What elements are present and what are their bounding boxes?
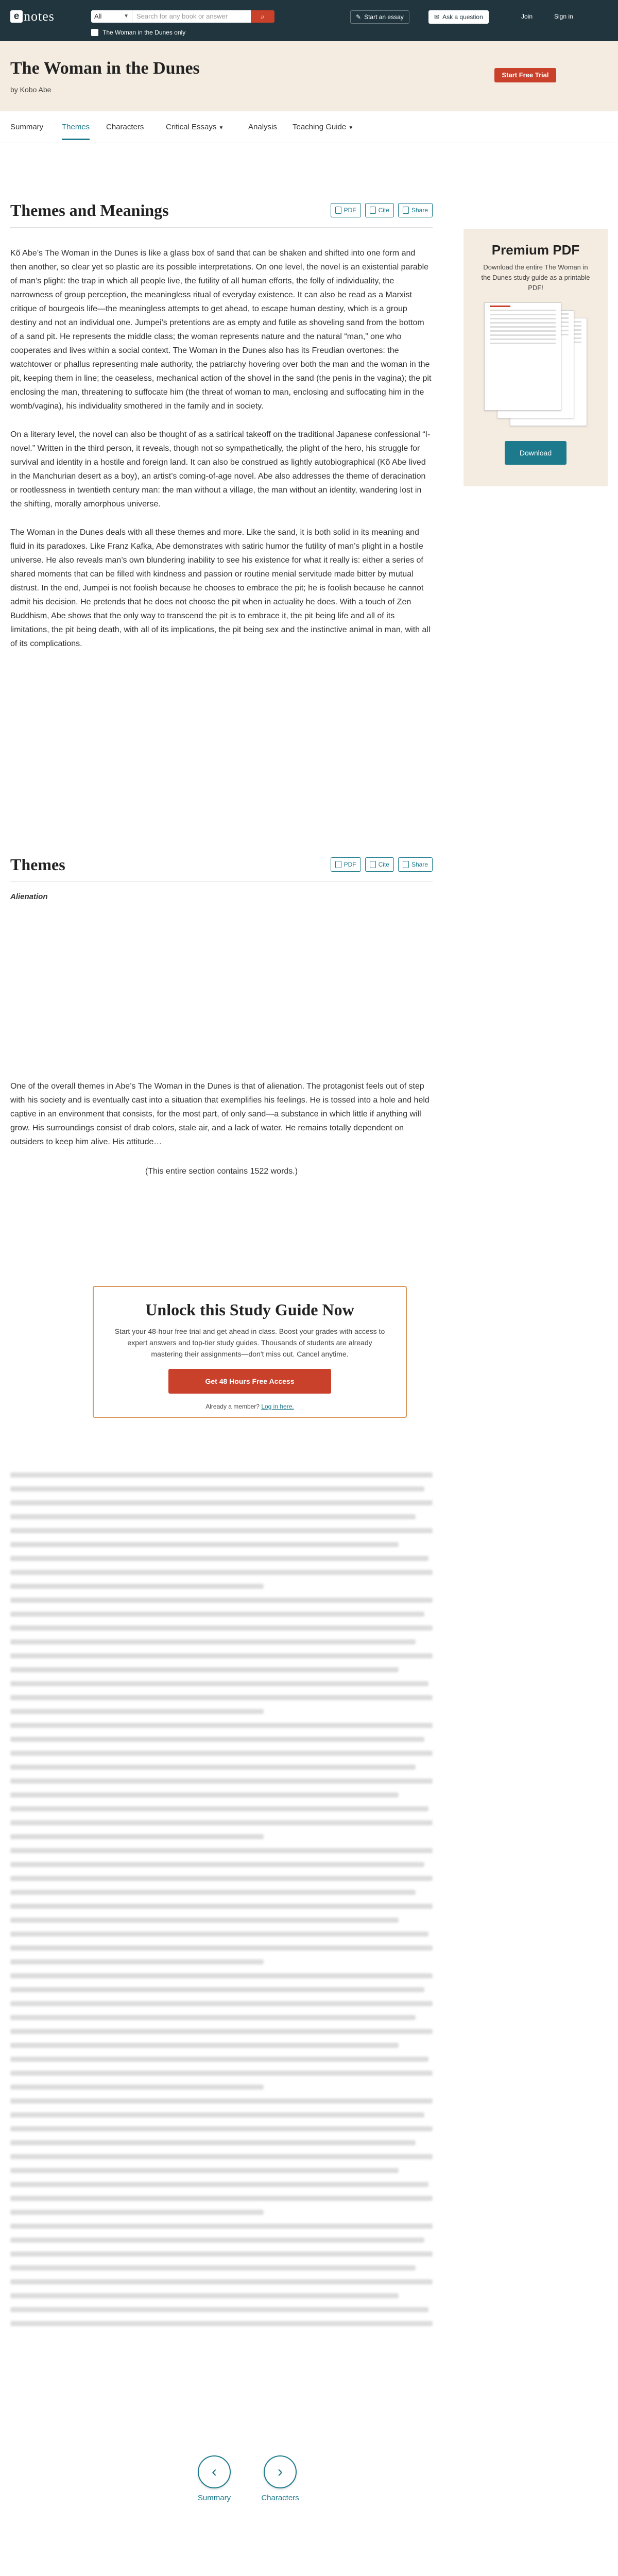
blurred-text-line <box>10 1792 399 1798</box>
blurred-text-line <box>10 2126 433 2131</box>
paragraph: The Woman in the Dunes deals with all these themes and more. Like the sand, it is both solid in its meaning and fluid in its paradoxes. Like Franz Kafka, Abe demonstrates with satiric humor the futility of man’s plight in a hostile universe. He also reveals man’s own blundering inability to see his existence for what it really is: either a series of shared moments that can be filled with kindness and passion or routine menial servitude made bitter by mutual distrust. In the end, Jumpei is not foolish because he chooses to embrace the pit; he is foolish because he cannot admit his decision. He pretends that he does not choose the pit when in actuality he does. With a touch of Zen Buddhism, Abe shows that the only way to transcend the pit is to embrace it, the pit being life and all of its limitations, the pit being death, with all of its implications, the pit being sex and the instinctive animal in man, with all of its complications. <box>10 528 431 648</box>
blurred-text-line <box>10 1848 433 1853</box>
chat-icon: ✉ <box>434 13 440 21</box>
blurred-text-line <box>10 1959 264 1964</box>
next-page-link[interactable]: › Characters <box>254 2455 306 2502</box>
pdf-button[interactable]: PDF <box>331 857 361 872</box>
blurred-text-line <box>10 1945 433 1951</box>
prev-page-link[interactable]: ‹ Summary <box>188 2455 240 2502</box>
blurred-text-line <box>10 1542 399 1547</box>
blurred-text-line <box>10 1528 433 1533</box>
paragraph: Kõ Abe’s The Woman in the Dunes is like a glass box of sand that can be shaken and shifted into one form and then another, so clear yet so plastic are its possible interpretations. On one level, the novel is an existential parable of man’s plight: the trap in which all people live, the futility of all human efforts, the folly of individuality, the narrowness of group perception, the meaningless ritual of everyday existence. It can also be read as a Marxist critique of bourgeois life—the meaningless attempts to get ahead, to escape human destiny, which is a group destiny and not an individual one. Jumpei’s pretentions are as empty and futile as shoveling sand from the bottom of a sand pit. He represents the middle class; the woman represents nature and the natural “man,” one who cooperates and lives within a social context. The Woman in the Dunes also has its Freudian overtones: the watchtower or phallus representing male authority, the patriarchy hovering over both the man and the woman in the pit, keeping them in line; the ceaseless, mechanical action of the shovel in the sand (the penis in the vagina); the pit enclosing the man, threatening to suffocate him (the threat of woman to man, enclosing and suffocating him in the womb/vagina), his individuality smothered in the family and in society. <box>10 249 432 411</box>
blurred-text-line <box>10 1751 433 1756</box>
search-button[interactable] <box>251 10 274 23</box>
blurred-text-line <box>10 2293 399 2298</box>
unlock-study-guide-panel <box>93 1286 407 1418</box>
blurred-text-line <box>10 1472 433 1478</box>
share-button[interactable]: Share <box>398 857 433 872</box>
blurred-text-line <box>10 2238 424 2243</box>
search-input[interactable]: Search for any book or answer <box>132 10 251 23</box>
blurred-text-line <box>10 2279 433 2284</box>
blurred-text-line <box>10 1556 428 1561</box>
blurred-text-line <box>10 1570 433 1575</box>
blurred-text-line <box>10 1862 424 1867</box>
share-button[interactable]: Share <box>398 203 433 217</box>
blurred-text-line <box>10 1876 433 1881</box>
quote-icon <box>370 861 376 868</box>
search-bar <box>91 10 274 23</box>
blurred-text-line <box>10 1806 428 1811</box>
blurred-text-line <box>10 1486 424 1492</box>
pdf-preview-pages <box>484 302 587 457</box>
hero-banner <box>0 41 618 111</box>
blurred-text-line <box>10 2043 399 2048</box>
themes-section <box>10 855 433 1178</box>
blurred-text-line <box>10 2182 428 2187</box>
pdf-page-preview <box>484 302 561 411</box>
share-icon <box>403 207 409 214</box>
blurred-text-line <box>10 1695 433 1700</box>
cite-button[interactable]: Cite <box>365 203 394 217</box>
blurred-text-line <box>10 1918 399 1923</box>
blurred-text-line <box>10 2307 428 2312</box>
share-tools <box>331 857 433 872</box>
blurred-text-line <box>10 1639 416 1645</box>
top-header <box>0 0 618 41</box>
pdf-button[interactable]: PDF <box>331 203 361 217</box>
section-heading: Themes and Meanings <box>10 201 169 219</box>
blurred-text-line <box>10 1709 264 1714</box>
blurred-text-line <box>10 1667 399 1672</box>
blurred-text-line <box>10 2154 433 2159</box>
chevron-down-icon: ▼ <box>218 125 224 131</box>
blurred-text-line <box>10 2196 433 2201</box>
share-icon <box>403 861 409 868</box>
author-byline: by Kobo Abe <box>10 86 52 94</box>
page-title: The Woman in the Dunes <box>10 59 200 78</box>
tab-themes[interactable]: Themes <box>62 123 90 140</box>
start-free-trial-button[interactable]: Start Free Trial <box>494 68 556 82</box>
blurred-text-line <box>10 2071 433 2076</box>
blurred-text-line <box>10 1598 433 1603</box>
subsection-heading: Alienation <box>10 892 48 901</box>
blurred-text-line <box>10 1765 416 1770</box>
blurred-text-line <box>10 1653 433 1658</box>
download-pdf-button[interactable]: Download <box>505 441 566 465</box>
themes-and-meanings-section <box>10 201 433 651</box>
blurred-locked-content <box>10 1472 433 2335</box>
chevron-right-icon: › <box>264 2455 297 2488</box>
blurred-text-line <box>10 2084 264 2090</box>
blurred-text-line <box>10 1904 433 1909</box>
pencil-icon: ✎ <box>356 13 362 21</box>
divider <box>10 227 433 228</box>
search-only-checkbox[interactable]: The Woman in the Dunes only <box>91 29 185 36</box>
search-icon: ⌕ <box>261 12 265 21</box>
login-link[interactable]: Log in here. <box>261 1403 294 1410</box>
share-tools <box>331 203 433 217</box>
blurred-text-line <box>10 1500 433 1505</box>
blurred-text-line <box>10 2321 433 2326</box>
paragraph: On a literary level, the novel can also be thought of as a satirical takeoff on the traditional Japanese confessional “I-novel.” Written in the third person, it reveals, though not so sympathetically, the plight of the hero, his struggle for survival and identity in a hostile and foreign land. It can also be construed as lightly autobiographical (Kõ Abe lived in the Manchurian desert as a boy), an artist’s coming-of-age novel. Abe also addresses the theme of deracination or rootlessness in twentieth century man: the man without a village, the man without an identity, wandering lost in the shifting, morally amorphous universe. <box>10 430 431 509</box>
blurred-text-line <box>10 2112 424 2117</box>
blurred-text-line <box>10 1973 433 1978</box>
blurred-text-line <box>10 2168 399 2173</box>
login-prompt: Already a member? Log in here. <box>205 1403 294 1410</box>
blurred-text-line <box>10 1820 433 1825</box>
word-count-note: (This entire section contains 1522 words.) <box>145 1167 298 1176</box>
sign-in-link[interactable]: Sign in <box>554 13 573 20</box>
blurred-text-line <box>10 1987 424 1992</box>
quote-icon <box>370 207 376 214</box>
blurred-text-line <box>10 1890 416 1895</box>
join-link[interactable]: Join <box>521 13 533 20</box>
paywall-title: Unlock this Study Guide Now <box>145 1300 354 1319</box>
tab-summary[interactable]: Summary <box>10 123 44 131</box>
pdf-icon <box>335 207 341 214</box>
blurred-text-line <box>10 2265 416 2270</box>
blurred-text-line <box>10 2098 433 2104</box>
premium-pdf-description: Download the entire The Woman in the Dunes study guide as a printable PDF! <box>481 263 590 292</box>
blurred-text-line <box>10 2029 433 2034</box>
blurred-text-line <box>10 2224 433 2229</box>
premium-pdf-title: Premium PDF <box>491 242 580 258</box>
paywall-text: Start your 48-hour free trial and get ahead in class. Boost your grades with access to expert answers and top-tier study guides. Thousands of students are already mastering their assignments—don't miss out. Cancel anytime. <box>114 1327 385 1358</box>
blurred-text-line <box>10 1681 428 1686</box>
tab-critical-essays[interactable]: Critical Essays ▼ <box>166 123 224 131</box>
study-guide-nav <box>0 111 618 143</box>
start-essay-button[interactable]: ✎ Start an essay <box>350 10 409 24</box>
blurred-text-line <box>10 1514 416 1519</box>
tab-characters[interactable]: Characters <box>106 123 144 131</box>
enotes-logo[interactable]: e notes <box>10 10 55 23</box>
blurred-text-line <box>10 2251 433 2257</box>
chevron-down-icon: ▼ <box>124 13 129 19</box>
blurred-text-line <box>10 1778 433 1784</box>
chevron-left-icon: ‹ <box>198 2455 231 2488</box>
premium-pdf-card <box>464 229 608 486</box>
blurred-text-line <box>10 1612 424 1617</box>
blurred-text-line <box>10 1931 428 1937</box>
blurred-text-line <box>10 1737 424 1742</box>
pdf-icon <box>335 861 341 868</box>
blurred-text-line <box>10 1584 264 1589</box>
tab-teaching-guide[interactable]: Teaching Guide ▼ <box>293 123 354 131</box>
blurred-text-line <box>10 2001 433 2006</box>
blurred-text-line <box>10 1625 433 1631</box>
ask-question-button[interactable]: ✉ Ask a question <box>428 10 489 24</box>
free-access-button[interactable]: Get 48 Hours Free Access <box>168 1369 331 1394</box>
chevron-down-icon: ▼ <box>348 125 354 131</box>
paragraph: One of the overall themes in Abe’s The Woman in the Dunes is that of alienation. The protagonist feels out of step with his society and is eventually cast into a situation that exemplifies his feelings. He is tossed into a hole and held captive in an environment that consists, for the most part, of only sand—a substance in which little if anything will grow. His surroundings consist of drab colors, stale air, and a lack of water. He remains totally dependent on outsiders to keep him alive. His attitude… <box>10 1082 430 1146</box>
blurred-text-line <box>10 1834 264 1839</box>
blurred-text-line <box>10 2140 416 2145</box>
search-category-select[interactable]: All ▼ <box>91 10 132 23</box>
blurred-text-line <box>10 2015 416 2020</box>
tab-analysis[interactable]: Analysis <box>248 123 277 131</box>
blurred-text-line <box>10 1723 433 1728</box>
cite-button[interactable]: Cite <box>365 857 394 872</box>
blurred-text-line <box>10 2057 428 2062</box>
checkbox-icon <box>91 29 98 36</box>
section-heading: Themes <box>10 855 65 874</box>
blurred-text-line <box>10 2210 264 2215</box>
